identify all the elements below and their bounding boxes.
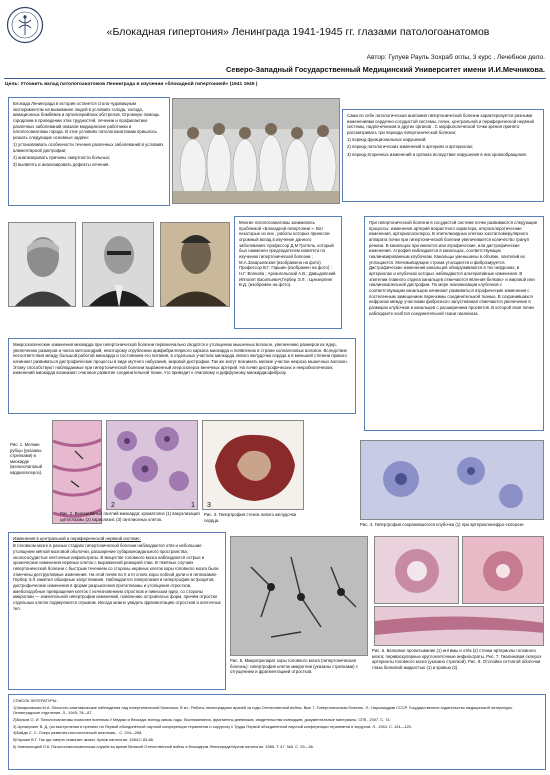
micrograph-image (107, 421, 198, 510)
group-photo-image (173, 99, 340, 204)
portrait-tsinzerling (160, 222, 230, 307)
goal-statement: Цель: Уточнить вклад патологоанатомов Ленинграда в изучении «блокадной гипертонией» (1941 1945 ) (5, 82, 258, 87)
portrait-photo-image (83, 223, 154, 307)
figure-7-image (462, 536, 544, 604)
portrait-zakharevskaya (8, 222, 76, 307)
micrograph-image (375, 607, 544, 646)
portrait-garshin (82, 222, 154, 307)
group-photo (172, 98, 340, 204)
references-box (8, 694, 546, 770)
header-divider (4, 78, 546, 79)
figure-4-caption: Рис. 4. Гипертрофия сохранившегося клубочка (1) при артериолонефро-склерозе (360, 522, 524, 527)
periods-text: Сама по себе патологическая анатомия гипертонической болезни характеризуется разными изменениями сердечно-сосудистой системы, почек, центральной и периферической нервной системы, надпочечников и других органов . С морфологической точки зрения принято рассматривать три периода гипертонической болезни: (347, 113, 534, 136)
kidneys-text: При гипертонической болезни в сосудистой системе почек развиваются следующие процессы: изменения артерий возрастного характера, атеросклеротические изменения, артериолосклероз. В эпителиоидных клетках юкстагломерулярного аппарата почки при гипертонической болезни увеличивается количество гранул ренина. В канальцах при имеются или атрофические, или дистрофические изменения. Атрофия наблюдается в канальцах, соответствующих гиалинизированным клубочкам. Канальцы уменьшены в объёме, эпителий их уплощается. Мочевыводящие строма утолщается и фиброзируется. Дистрофические изменения канальцев обнаруживаются в тех нефронах, в артериолах и клубочках которых наблюдаются альтеративные изменения. В эпителии главного отдела канальцев отмечаются явления белково- и жировой или гиалинокапельной дистрофии. По мере гиалинизации клубочков с соответствующим канальцем начинают развиваться атрофические изменения с постепенным замещением паренхимы соединительной тканью. В сохранившихся нефронах между участками фиброзного запустевания отмечаются увеличение в размерах клубочков и канальцев с расширением просветов. В которой своё почки наблюдаете ксибтоя соединительной ткани гиалиноза. (369, 220, 538, 316)
pathologists-text: Многие патологоанатомы занимались проблемой «Блокадной гипертонии ». Вот некоторые из них , работы которых принесли огромный вклад в изучение данного заболевания: профессор Д.М Гротель, который был наименен председателем комитета по изучению гипертонической болезни ; М.А.Захарьевская (изображена на фото) Профессор В.Г. Гаршин (изображен на фото) ; Н.Г. Волкова ; Архангельский А.В.; Давыдовский Ипполит Васильевич;Гербер Э.Л. ; Цинзерлинг В.Д. (изображен на фото). (239, 220, 336, 288)
svg-text:3: 3 (207, 502, 211, 509)
nervous-system-title: Изменения в центральной и периферической нервной системе: (13, 536, 141, 541)
svg-text:2: 2 (111, 502, 115, 509)
period-item-2: 2) период патологических изменений в артериях и артериолах; (347, 144, 474, 150)
periods-box (342, 109, 544, 202)
portrait-photo-image (9, 223, 76, 307)
myocardium-text: Микроскопические изменения миокарда при гипертонической болезни первоначально сводятся к утолщению мышечных волокон, увеличению размеров их ядер, увеличению размеров и числа митохондрий, некоторому огрублению арифибриллярного каркаса миокарда и появлению в строме коллагеновых волокон. Вследствие несоответствия между большой работой миокарда и состоянием его питания, в отдельных участках миокарда левого желудочка сердца и в меньшей степени правого начинают развиваться дистрофические процессы в виде мутного набухания, жировой дистрофии. Так же могут возникать мелкие участки некроза мышечных волокон. Этому способствуют наблюдаемые при гипертонической болезни выраженный атеросклероз венечных артерий. На почве дистрофических и некробиотических изменений миокарда возникают очаговое развитие соединительной ткани, что приводит к очаговому и диффузному миокардиофиброзу. (13, 342, 348, 376)
micrograph-image (375, 537, 459, 604)
figure-5-caption: Рис. 5. Микропрепарат коры головного мозга (гипертоническая болезнь): гипертрофия клеток микроглии (указаны стрелками) с отгущением и фрагментацией отростков. (230, 658, 358, 675)
intro-task-3: 3) выявлять и анализировать дефекты лечения. (13, 162, 110, 168)
figure-5-image (230, 536, 368, 656)
figure-2-caption: Рис. 2. Вегетативный ганглий миокарда: хроматолиз (1) вакуолизация цитоплазмы (2) кариолизис (3) ганглиозных клеток. (60, 511, 200, 522)
myocardium-box (8, 338, 356, 414)
period-item-3: 3) период вторичных изменений в органах вследствие нарушения в них кровообращения. (347, 151, 528, 157)
page-title: «Блокадная гипертония» Ленинграда 1941-1945 гг. глазами патологоанатомов (106, 26, 490, 38)
reference-item: 2)Волков О. И. Патологоанатомы помогают военным // Медики и блокада: взгляд сквозь годы. Воспоминания, фрагменты дневников, свидетельства очевидцев, документальные материалы. СПб., 2007. С. 74. (13, 716, 391, 722)
svg-text:1: 1 (191, 502, 195, 509)
figure-3-image (202, 420, 304, 510)
figure-2-image (106, 420, 198, 510)
figure-1-caption: Рис. 1. Мелкие рубцы (указаны стрелками) в миокарде (мелкоочаговый кардиосклероз). (10, 442, 43, 475)
figure-6-7-8-caption: Рис. 6. Белковое пропитывание (1) интимы и отёк (2) стенки артериолы головного мозга; периваскулярные круглоклеточные инфильтраты. Рис. 7. Гиалиновая склероз артериолы головного мозга (указано стрелкой). Рис. 8. Отслойка сетчатой оболочки глаза белковой жидкостью (1) и кровью (2). (372, 648, 542, 670)
reference-item: 4)Байда С. С. Очерк развития патологической анатомии... С. 204—268. (13, 730, 143, 736)
author-line: Автор: Гулуев Рауль Зохраб оглы, 3 курс , Лечебное дело. (366, 54, 545, 61)
micrograph-image (53, 421, 102, 524)
intro-task-2: 2) анализировать причины смертности больных; (13, 155, 111, 161)
intro-task-1: 1) установливать особенности течения различных заболеваний в условиях алиментарной дистрофии; (13, 142, 164, 153)
portrait-photo-image (161, 223, 230, 307)
nervous-system-box (8, 532, 226, 690)
nervous-system-text: В головном мозге в разных стадиях гипертонической болезни наблюдаются отёк и небольшие утолщение мягкой мозговой оболочки, расширение субарахноидального пространства, околососудистые клеточные инфильтраты. В веществе головного мозга наблюдаются острые и хронические изменения нервных клеток с выраженной реакцией глии. В тяжёлых случаях гипертонической болезни с быстрым течением со стороны нервных клеток коры головного мозга были отмечены деструктивные изменения. На этой почве во II и III слоях коры лобной доли и в гиппокампе Гербер Э.Л заметил обширные запустевания. Наблюдается гиперплазия и гипертрофия астроцитов, дистрофические изменения в форме разрыхления протоплазмы и утолщения отростков, амебоподобные превращения клеток с исчезновением отростков и пикнозом ядер, со стороны микроглии — значительной гипертрофии изменений, появлению островчатых форм, причём отростки отдельных клеток подвергаются отрывом. Иногда можно увидеть фрагментацию отростков и клеточных тел. (13, 543, 221, 611)
university-logo (6, 6, 44, 44)
references-title: СПИСОК ЛИТЕРАТУРЫ: (13, 698, 58, 703)
reference-item: 3) Цинзерлинг В. Д. (из выступления в прениях на Первой объединённой научной конференции терапевтов и хирургов) // Труды Первой объединённой научной конференции терапевтов и хирургов. Л., 1944. С. 124—125. (13, 723, 412, 729)
micrograph-image (463, 537, 544, 604)
university-seal-icon (6, 6, 44, 44)
heart-photo-image (203, 421, 304, 510)
figure-6-image (374, 536, 459, 604)
kidneys-box (364, 216, 544, 431)
period-item-1: 1) период функциональных нарушений; (347, 137, 427, 143)
intro-box (8, 97, 170, 206)
figure-4-image (360, 440, 544, 520)
reference-item: 1)Захарьевская М.А. Патолого-анатомические наблюдения над гипертонической болезнью. В кн.: Работы ленинградских врачей за годы Отечественной войны. Вып 7: Гипертоническая болезнь. Л.: Наркомздрав СССР. Государственное издательство медицинской литературы. Ленинградское отделение. Л., 1945; 78—87. (13, 704, 514, 716)
university-name: Северо-Западный Государственный Медицинский Университет имени И.И.Мечникова. (226, 65, 545, 74)
intro-text: Блокада Ленинграда в истории останется стола чудовищным экспериментом на выживание людей в условиях голода, холода, авиационных бомбёжек и артиллерийских обстрелов. Огромную помощь городским в проведении этих трудностей, лечении и профилактике различных заболеваний оказали медицинские работники и патологоанатомы города. В этих условиях патологоанатомам пришлось решать следующие основные задачи: (13, 101, 160, 141)
figure-1-image (52, 420, 102, 524)
figure-3-caption: Рис. 3. Гипертрофия стенок левого желудочка сердца. (204, 512, 297, 523)
pathologists-box (234, 216, 342, 329)
reference-item: 5)Гаршин В.Г. Так где смерть помогает жизни. Архив патологии. 1984;С.83-88. (13, 737, 154, 743)
reference-item: 6) Хмельницкий О.К. Патологоанатомическая служба во время Великой Отечественной войны в блокадном Ленинграде//Архив патологии. 1985. Т. 47. №5. С. 29—36. (13, 743, 314, 749)
figure-8-image (374, 606, 544, 646)
micrograph-image (231, 537, 368, 656)
micrograph-image (361, 441, 544, 520)
